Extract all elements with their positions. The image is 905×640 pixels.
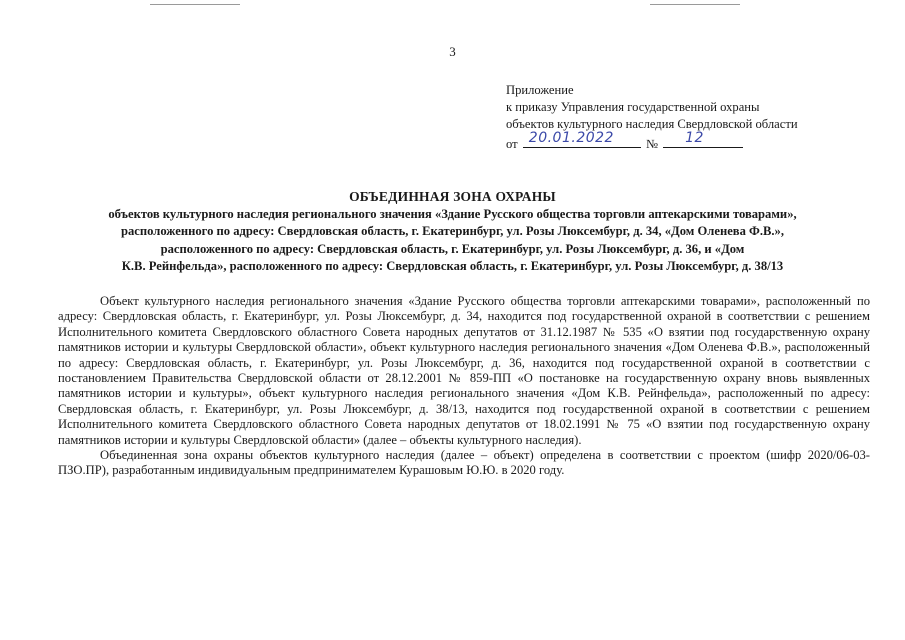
number-field [663,130,743,148]
title-line-2: расположенного по адресу: Свердловская область, г. Екатеринбург, ул. Розы Люксембург, д. 34, «Дом Оленева Ф.В.», [120,224,785,238]
top-edge-mark-left [150,4,240,5]
handwritten-date: 20.01.2022 [528,130,614,146]
date-prefix: от [506,137,518,151]
document-heading: ОБЪЕДИННАЯ ЗОНА ОХРАНЫ [349,189,556,204]
page-number: 3 [449,44,456,59]
appendix-title: Приложение [506,83,574,97]
body-paragraph-1: Объект культурного наследия регионального значения «Здание Русского общества торговли аптекарскими товарами», расположенный по адресу: Свердловская область, г. Екатеринбург, ул. Розы Люксембург, д. 34, находится под государственной охраной в соответствии с решением Исполнительного комитета Свердловского областного Совета народных депутатов от 31.12.1987 № 535 «О взятии под государственную охрану памятников истории и культуры Свердловской области», объект культурного наследия регионального значения «Дом Оленева Ф.В.», расположенный по адресу: Свердловская область, г. Екатеринбург, ул. Розы Люксембург, д. 36, находится под государственной охраной в соответствии с постановлением Правительства Свердловской области от 28.12.2001 № 859-ПП «О постановке на государственную охрану вновь выявленных памятников истории и культуры», объект культурного наследия регионального значения «Дом К.В. Рейнфельда», расположенный по адресу: Свердловская область, г. Екатеринбург, ул. Розы Люксембург, д. 38/13, находится под государственной охраной в соответствии с решением Исполнительного комитета Свердловского областного Совета народных депутатов от 18.02.1991 № 75 «О взятии под государственную охрану памятников истории и культуры Свердловской области» (далее – объекты культурного наследия). [58,294,870,447]
appendix-order-line: к приказу Управления государственной охраны [506,100,760,114]
date-field [523,130,641,148]
appendix-authority-line: объектов культурного наследия Свердловской области [506,117,798,131]
top-edge-mark-right [650,4,740,5]
handwritten-number: 12 [685,130,704,146]
document-title-block [40,188,865,276]
body-text [58,294,870,479]
title-line-4: К.В. Рейнфельда», расположенного по адресу: Свердловская область, г. Екатеринбург, ул. Розы Люксембург, д. 38/13 [121,259,784,273]
appendix-date-number-row [506,130,886,153]
body-paragraph-2: Объединенная зона охраны объектов культурного наследия (далее – объект) определена в соответствии с проектом (шифр 2020/06-03-ПЗО.ПР), разработанным индивидуальным предпринимателем Курашовым Ю.Ю. в 2020 году. [58,448,870,478]
title-line-3: расположенного по адресу: Свердловская область, г. Екатеринбург, ул. Розы Люксембург, д. 36, и «Дом [160,241,745,256]
appendix-block [506,82,886,153]
title-line-1: объектов культурного наследия регионального значения «Здание Русского общества торговли аптекарскими товарами», [108,206,797,221]
number-prefix: № [645,137,658,151]
